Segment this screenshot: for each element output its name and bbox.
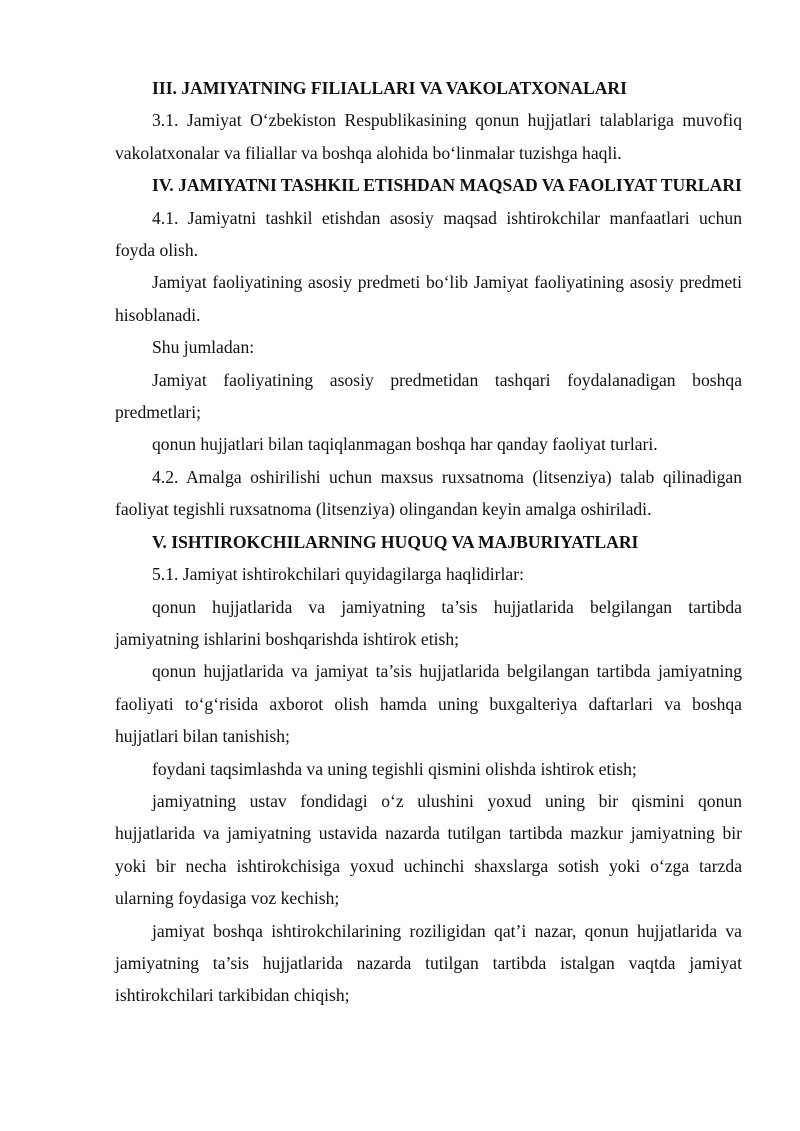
right-profit: foydani taqsimlashda va uning tegishli qismini olishda ishtirok etish; xyxy=(152,758,637,779)
document-page xyxy=(115,72,742,1012)
paragraph-including: Shu jumladan: xyxy=(152,337,255,358)
right-withdrawal: jamiyat boshqa ishtirokchilarining roziligidan qat’i nazar, qonun hujjatlarida va jamiyatning ta’sis hujjatlarida nazarda tutilgan tartibda istalgan vaqtda jamiyat ishtirokchilari tarkibidan chiqish; xyxy=(115,920,742,1006)
section-3-heading: III. JAMIYATNING FILIALLARI VA VAKOLATXONALARI xyxy=(152,78,627,98)
right-management: qonun hujjatlarida va jamiyatning ta’sis hujjatlarida belgilangan tartibda jamiyatning ishlarini boshqarishda ishtirok etish; xyxy=(115,596,742,649)
clause-4-1: 4.1. Jamiyatni tashkil etishdan asosiy maqsad ishtirokchilar manfaatlari uchun foyda olish. xyxy=(115,207,742,261)
section-4-heading: IV. JAMIYATNI TASHKIL ETISHDAN MAQSAD VA FAOLIYAT TURLARI xyxy=(152,175,742,196)
paragraph-other-subjects: Jamiyat faoliyatining asosiy predmetidan tashqari foydalanadigan boshqa predmetlari; xyxy=(115,369,742,423)
clause-4-2: 4.2. Amalga oshirilishi uchun maxsus ruxsatnoma (litsenziya) talab qilinadigan faoliyat tegishli ruxsatnoma (litsenziya) olingandan keyin amalga oshiriladi. xyxy=(115,466,742,520)
section-5-heading: V. ISHTIROKCHILARNING HUQUQ VA MAJBURIYATLARI xyxy=(152,531,639,552)
paragraph-other-activities: qonun hujjatlari bilan taqiqlanmagan boshqa har qanday faoliyat turlari. xyxy=(152,434,658,455)
right-information: qonun hujjatlarida va jamiyat ta’sis hujjatlarida belgilangan tartibda jamiyatning faoliyati to‘g‘risida axborot olish hamda uning buxgalteriya daftarlari va boshqa hujjatlari bilan tanishish; xyxy=(115,661,742,747)
paragraph-subject: Jamiyat faoliyatining asosiy predmeti bo‘lib Jamiyat faoliyatining asosiy predmeti hisoblanadi. xyxy=(115,272,742,325)
right-share-sale: jamiyatning ustav fondidagi o‘z ulushini yoxud uning bir qismini qonun hujjatlarida va jamiyatning ustavida nazarda tutilgan tartibda mazkur jamiyatning bir yoki bir necha ishtirokchisiga yoxud uchinchi shaxslarga sotish yoki o‘zga tarzda ularning foydasiga voz kechish; xyxy=(115,790,742,909)
clause-3-1: 3.1. Jamiyat O‘zbekiston Respublikasining qonun hujjatlari talablariga muvofiq vakolatxonalar va filiallar va boshqa alohida bo‘linmalar tuzishga haqli. xyxy=(115,110,742,163)
clause-5-1: 5.1. Jamiyat ishtirokchilari quyidagilarga haqlidirlar: xyxy=(152,564,524,585)
